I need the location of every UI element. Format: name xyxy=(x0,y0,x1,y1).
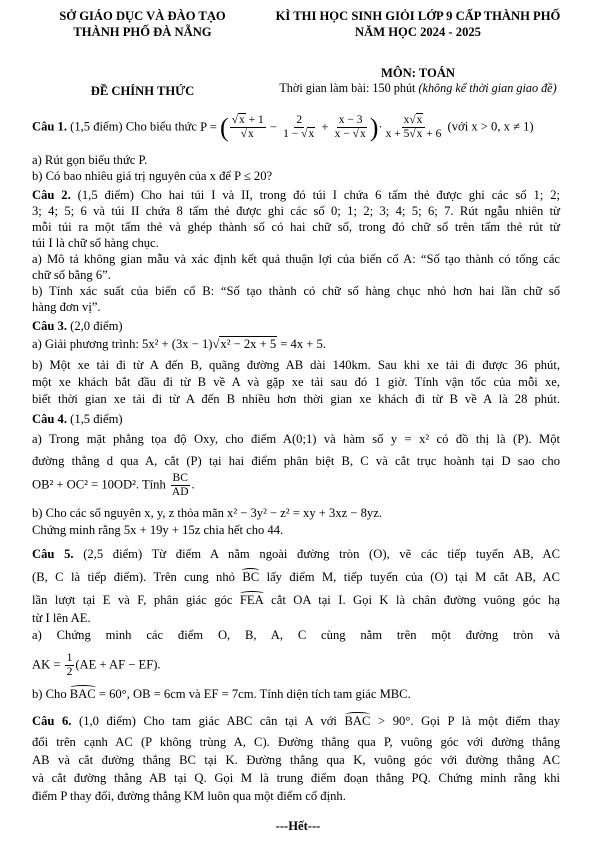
fraction-denominator: AD xyxy=(171,486,189,499)
question-3b-line-3: biết thời gian xe tải đi từ A đến B nhiều hơn thời gian xe khách đi từ B về A là 28 phút. xyxy=(32,392,560,406)
question-3-points: (2,0 điểm) xyxy=(67,319,123,333)
question-6-line-3: AB và cắt đường thẳng BC tại K. Đường thẳng qua K, vuông góc với đường thẳng AC xyxy=(32,753,560,767)
question-6-line-4: và cắt đường thẳng AB tại Q. Gọi M là trung điểm đoạn thẳng PQ. Chứng minh rằng khi xyxy=(32,771,560,785)
half-numerator: 1 xyxy=(65,652,75,666)
question-1-statement xyxy=(32,114,560,141)
question-4b-line-1: b) Cho các số nguyên x, y, z thỏa mãn x² − 3y² − z² = xy + 3xz − 8yz. xyxy=(32,506,382,520)
question-1b: b) Có bao nhiêu giá trị nguyên của x để P ≤ 20? xyxy=(32,169,273,183)
question-4a-line-3: OB² + OC² = 10OD². Tính $\frac{BC}{AD}$ . xyxy=(32,472,195,499)
time-label: Thời gian làm bài: 150 phút xyxy=(279,81,419,95)
question-2-line-2: 3; 4; 5; 6 và túi II chứa 8 tấm thẻ được ghi các số 0; 1; 2; 3; 4; 5; 6; 7. Rút ngẫu nhiên từ xyxy=(32,204,560,218)
arc-bc: BC xyxy=(242,570,260,584)
question-4b-line-2: Chứng minh rằng 5x + 19y + 15z chia hết cho 44. xyxy=(32,523,284,537)
question-5b xyxy=(32,686,560,702)
question-5-text-2a: (B, C là tiếp điểm). Trên cung nhỏ xyxy=(32,570,243,584)
question-2b-line-2: hàng đơn vị”. xyxy=(32,300,101,314)
question-5-line-3 xyxy=(32,592,560,608)
time-limit xyxy=(248,81,588,97)
question-3b-line-1: b) Một xe tải đi từ A đến B, quãng đường AB dài 140km. Sau khi xe tải đi được 36 phút, xyxy=(32,358,560,372)
question-4-title: Câu 4. xyxy=(32,412,67,426)
question-1-condition: (với x > 0, x ≠ 1) xyxy=(447,119,534,134)
half-denominator: 2 xyxy=(66,666,73,679)
fraction-numerator: BC xyxy=(171,472,190,486)
question-6-line-2: đổi trên cạnh AC (P không trùng A, C). Đường thẳng qua P, vuông góc với đường thẳng xyxy=(32,735,560,749)
question-2b-line-1: b) Tính xác suất của biến cố B: “Số tạo thành có chữ số hàng chục nhỏ hơn hai lần chữ số xyxy=(32,284,560,298)
question-1a: a) Rút gọn biểu thức P. xyxy=(32,153,148,167)
question-5-title: Câu 5. xyxy=(32,547,74,561)
question-3-header xyxy=(32,318,560,334)
fraction-bc-ad xyxy=(170,472,191,499)
question-5-text-1: (2,5 điểm) Từ điểm A nằm ngoài đường tròn (O), vẽ các tiếp tuyến AB, AC xyxy=(73,547,560,561)
question-4a-line-2: đường thẳng d qua A, cắt (P) tại hai điểm phân biệt B, C và cắt trục hoành tại D sao cho xyxy=(32,454,560,468)
department-header xyxy=(40,8,245,40)
question-6-line-5: điểm P thay đổi, đường thẳng KM luôn qua một điểm cố định. xyxy=(32,789,346,803)
question-5-text-3a: lần lượt tại E và F, phân giác góc xyxy=(32,593,240,607)
question-2-text-1: (1,5 điểm) Cho hai túi I và II, trong đó túi I chứa 6 tấm thẻ được ghi các số 1; 2; xyxy=(70,188,560,202)
question-2-line-3: mỗi túi ra một tấm thẻ và ghép thành số có hai chữ số, trong đó chữ số trên tấm thẻ rút từ xyxy=(32,220,560,234)
angle-bac: BAC xyxy=(69,687,96,701)
subject-title: MÔN: TOÁN xyxy=(380,66,456,80)
time-note: (không kể thời gian giao đề) xyxy=(418,81,557,95)
question-4a-condition: OB² + OC² = 10OD². Tính xyxy=(32,477,169,492)
angle-fea: FEA xyxy=(239,593,264,607)
question-5a-sum: (AE + AF − EF). xyxy=(75,657,161,672)
department-line-2: THÀNH PHỐ ĐÀ NẴNG xyxy=(73,25,212,40)
question-5-line-1 xyxy=(32,546,560,562)
end-marker: ---Hết--- xyxy=(275,819,321,833)
question-2-line-1 xyxy=(32,187,560,203)
exam-title: KÌ THI HỌC SINH GIỎI LỚP 9 CẤP THÀNH PHỐ xyxy=(275,9,561,23)
question-5a-line-2 xyxy=(32,652,560,679)
question-5-line-4: từ I lên AE. xyxy=(32,611,91,625)
question-5a-ak: AK = xyxy=(32,657,64,672)
school-year: NĂM HỌC 2024 - 2025 xyxy=(355,25,481,40)
question-2a-line-2: chữ số bằng 6”. xyxy=(32,268,111,282)
question-6-text-1a: (1,0 điểm) Cho tam giác ABC cân tại A với xyxy=(71,714,345,728)
fraction-one-half xyxy=(65,652,75,679)
question-5-text-2b: lấy điểm M, tiếp tuyến của (O) tại M cắt AB, AC xyxy=(259,570,560,584)
angle-bac-q6: BAC xyxy=(344,714,371,728)
question-5-line-2 xyxy=(32,569,560,585)
question-2a-line-1: a) Mô tả không gian mẫu và xác định kết quả thuận lợi của biến cố A: “Số tạo thành có tổng các xyxy=(32,252,560,266)
question-2-title: Câu 2. xyxy=(32,188,71,202)
question-3b-line-2: một xe khách bắt đầu đi từ B về A và gặp xe tải sau đó 1 giờ. Tính vận tốc của mỗi xe, xyxy=(32,375,560,389)
question-4-header xyxy=(32,411,560,427)
question-5a-line-1: a) Chứng minh các điểm O, B, A, C cùng nằm trên một đường tròn và xyxy=(32,628,560,642)
expression-p: P = ( $\frac{√x + 1}{√x}$ − $\frac{2}{1 - √x}$ + $\frac{x - 3}{x - √x}$ )· $\frac{x√x}{x + 5√x + 6}$ xyxy=(200,112,442,142)
question-5b-text-a: b) Cho xyxy=(32,687,70,701)
question-3a-label: a) Giải phương trình: xyxy=(32,337,143,351)
question-3-title: Câu 3. xyxy=(32,319,67,333)
question-4-points: (1,5 điểm) xyxy=(67,412,123,426)
department-line-1: SỞ GIÁO DỤC VÀ ĐÀO TẠO xyxy=(59,9,226,23)
question-5-text-3b: cắt OA tại I. Gọi K là chân đường vuông góc hạ xyxy=(263,593,560,607)
equation-3a: 5x² + (3x − 1)√x² − 2x + 5 = 4x + 5. xyxy=(142,337,326,351)
question-6-title: Câu 6. xyxy=(32,714,72,728)
question-1-points: (1,5 điểm) Cho biểu thức xyxy=(67,119,201,134)
question-3a xyxy=(32,336,560,352)
question-2-line-4: túi I là chữ số hàng chục. xyxy=(32,236,159,250)
question-6-text-1b: > 90°. Gọi P là một điểm thay xyxy=(370,714,560,728)
exam-header xyxy=(248,8,588,40)
question-5b-text-b: = 60°, OB = 6cm và EF = 7cm. Tính diện tích tam giác MBC. xyxy=(95,687,411,701)
question-6-line-1 xyxy=(32,713,560,729)
question-4a-line-1: a) Trong mặt phẳng tọa độ Oxy, cho điểm A(0;1) và hàm số y = x² có đồ thị là (P). Một xyxy=(32,432,560,446)
question-1-title: Câu 1. xyxy=(32,119,67,134)
official-label: ĐỀ CHÍNH THỨC xyxy=(90,84,195,98)
